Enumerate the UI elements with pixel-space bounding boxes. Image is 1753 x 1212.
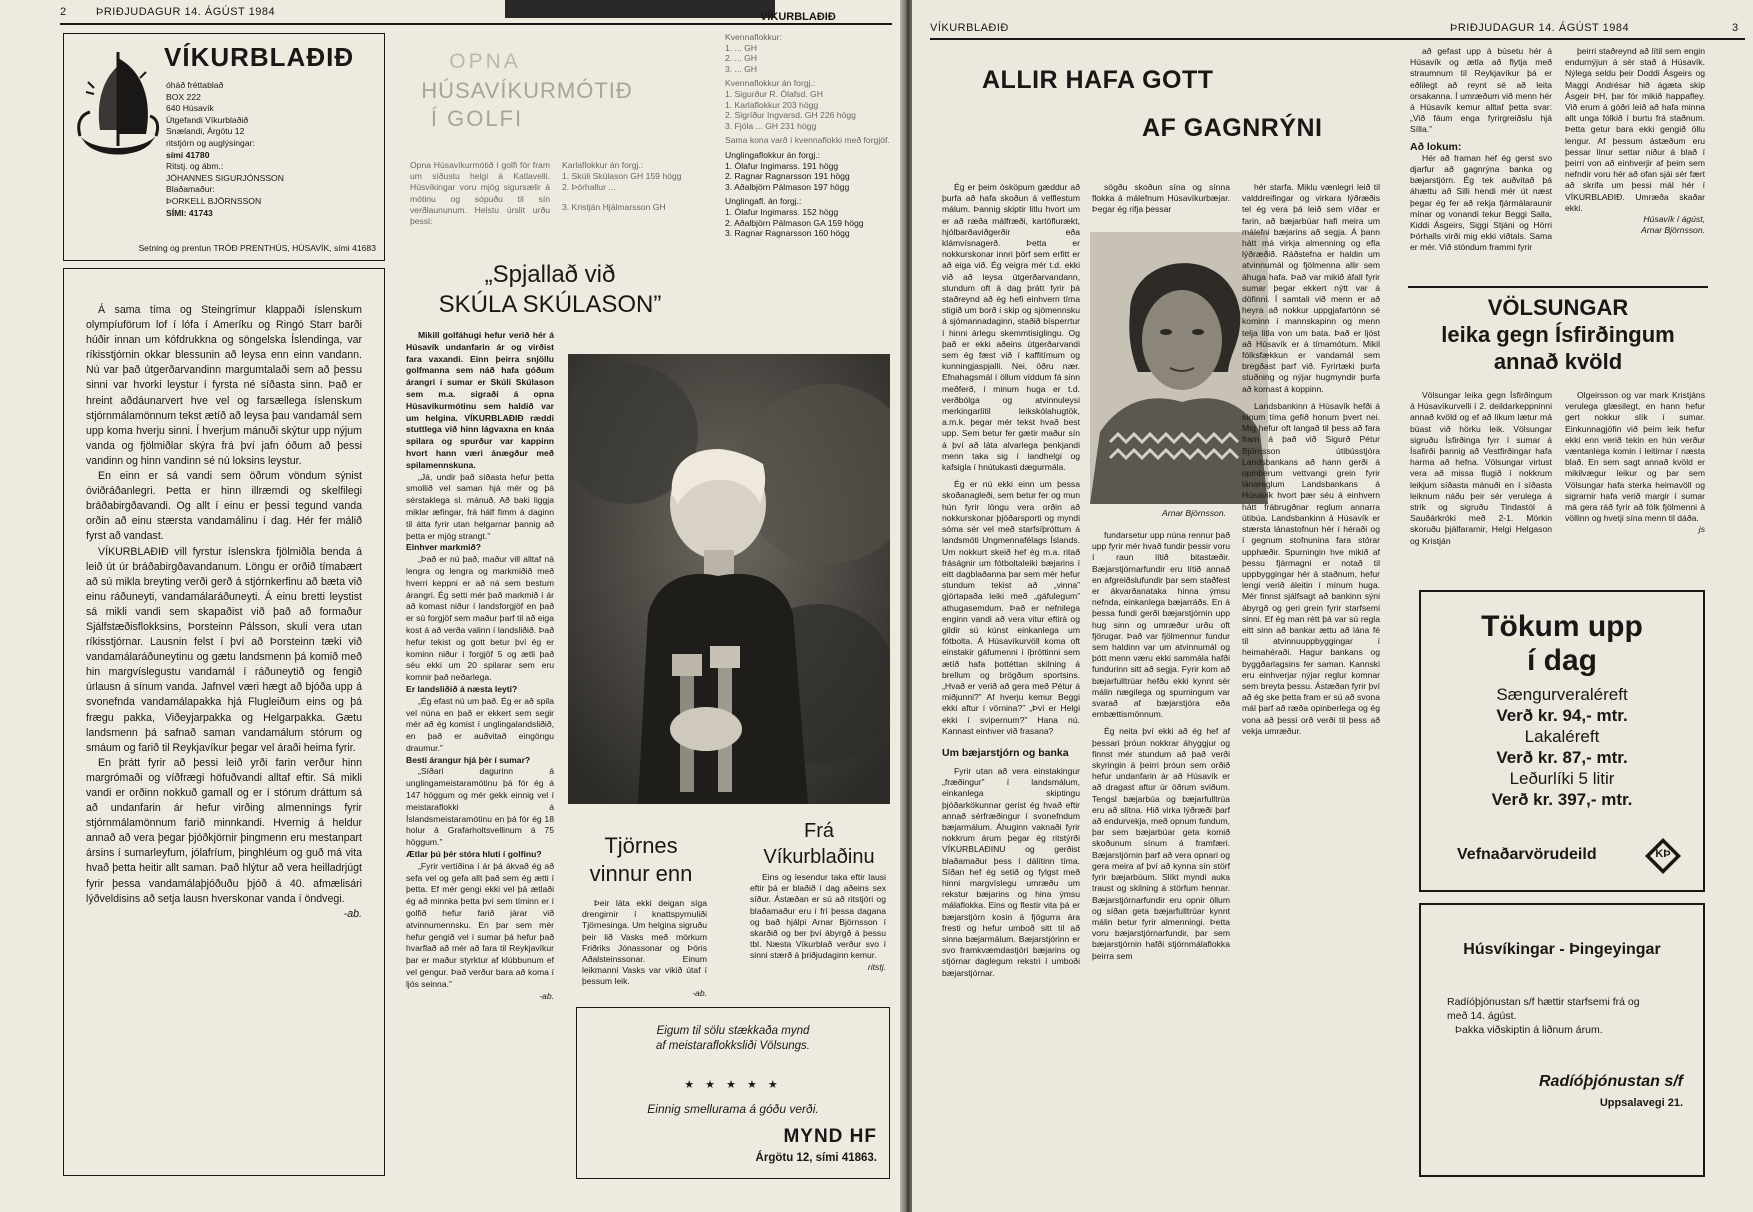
editorial-paragraph: En þrátt fyrir að þessi leið yrði farin verður hinn margrómaði og víðfrægi höfuðvandi alltaf eftir. Sá mikli vandi er orðinn nokkuð gamall og er í stórum dráttum sá að undanfarin ár hefur virðing almennings fyrir stjórnmálamönnum farið minnkandi. Hvernig á heldur annað að vera þegar þjóðkjörnir þingmenn eru mestanpart ársins í sumarleyfum, jólafríum, þinghléum og guð má vita hvað þetta heitir allt saman. Það hlýtur að vera heilladrjúgt fyrir þessa vandamálaþjóðuðu þjóð á 40. afmælisári lýðveldisins að setja lausn hverskonar vanda í öndvegi. — [86, 756, 362, 905]
interview-paragraph: Mikill golfáhugi hefur verið hér á Húsavík undanfarin ár og virðist fara vaxandi. Einn þeirra snjöllu golfmanna sem náð hafa góðum árangri í sumar er Skúli Skúlason sem m.a. sigraði á opna Húsavíkurmótinu sem haldið var um helgina. VÍKURBLAÐIÐ ræddi stuttlega við hinn lágvaxna en knáa spilara og spurður var kappinn hvort hann væri ánægður með spilamennskuna. — [406, 330, 554, 470]
tokum-upp-headline-line: í dag — [1526, 644, 1597, 677]
interview-question: Einhver markmið? — [406, 542, 481, 553]
interview-signature: -ab. — [539, 990, 554, 1001]
result-line: 1. Skúli Skúlason GH 159 högg — [562, 171, 682, 182]
result-line: Unglingaflokkur án forgj.: — [725, 149, 821, 160]
volsungar-paragraph: Olgeirsson og var mark Kristjáns verulega glæsilegt, en hann hefur gert nokkur slík í sumar. Einkunnagjöfin við þeim leik hefur ekki enn verið tekin en hún verður væntanlega komin í leitirnar í næsta blað. En sem sagt annað kvöld er mikilvægur leikur og þar sem Völsungar hafa sterka heimavöll og sigrarnir hafa verið margir í sumar má gera ráð fyrir að fólk fjölmenni á völlinn og hvetji sína menn til dáða. — [1565, 390, 1705, 524]
radio-line: með 14. ágúst. — [1447, 1010, 1517, 1022]
result-line: Unglingafl. án forgj.: — [725, 196, 802, 207]
product-price: Verð kr. 87,- mtr. — [1496, 748, 1628, 767]
masthead-line: SÍMI: 41743 — [166, 207, 213, 218]
result-line: 2. ... GH — [725, 53, 757, 64]
interview-headline-line: SKÚLA SKÚLASON” — [438, 291, 662, 318]
radio-line: Þakka viðskiptin á liðnum árum. — [1455, 1024, 1603, 1036]
volsungar-signature: js — [1698, 524, 1705, 535]
article-paragraph: hér starfa. Miklu vænlegri leið til valddreifingar og virkara lýðræðis tel ég vera þá leið sem víðar er farin, að bæjarbúar hafi meira um málefni bæjarins að segja. Á þann hátt má virkja almenning og efla lýðræðið. Ráðstefna er haldin um atvinnumál og fjölmenna allir sem áhuga hafa. Það var mikið áfall fyrir sumar þegar ekkert nýtt var á döfinni. Í samtali við menn er að heyra að nokkur uppgjafartónn sé kominn í mannskapinn og menn telja litla von um bata. Það er ljóst að Húsavík er á tímamótum. Mikil fólksfækkun er vandamál sem bregðast þarf við. Fyrirtæki þurfa stuðning og nýjar hugmyndir þurfa að komast á koppinn. — [1242, 182, 1380, 394]
masthead-line: Ritstj. og ábm.: — [166, 161, 224, 172]
folio-date: ÞRIÐJUDAGUR 14. ÁGÚST 1984 — [1450, 22, 1630, 34]
interview-headline — [400, 260, 700, 320]
product-name: Leðurlíki 5 litir — [1509, 769, 1615, 788]
fra-vikurbladinu-headline-line: Frá — [804, 820, 834, 842]
interview-question: Er landsliðið á næsta leyti? — [406, 683, 518, 694]
result-line: Karlaflokkur án forgj.: — [562, 160, 644, 170]
result-line: 3. Aðalbjörn Pálmason 197 högg — [725, 181, 850, 192]
masthead-line: BOX 222 — [166, 91, 201, 102]
product-price: Verð kr. 94,- mtr. — [1496, 706, 1628, 725]
top-rule — [60, 23, 892, 25]
article-paragraph: fundarsetur upp núna rennur það upp fyrir mér hvað fundir þessir voru í raun lítið bitastæðir. Bæjarstjórnarfundir eru lítið annað en afgreiðslufundir þar sem staðfest er ákvarðanataka hinna ýmsu nefnda, einkanlega bæjarráðs. En á þessa fundi gerði bæjarstjórnin upp hug sinn og umræður urðu oft fjörugar. Það var fjölmennur fundur sem haldinn var um atvinnumál og þótt menn væru ekki sammála hafði fundurinn sitt að segja. Fyrir kom að bæjarfulltrúar hefðu ekki kynnt sér málin nægilega og spurningum var svarað af bæjarstjóra eða embættismönnum. — [1092, 530, 1230, 720]
interview-question: Besti árangur hjá þér í sumar? — [406, 754, 531, 765]
golfer-photo-image — [568, 354, 890, 804]
masthead-line: JÓHANNES SIGURJÓNSSON — [166, 172, 284, 183]
volsungar-col-b — [1565, 390, 1705, 536]
masthead-details — [166, 80, 376, 219]
article-col-3 — [1242, 182, 1380, 737]
result-line: 2. Aðalbjörn Pálmason GA 159 högg — [725, 217, 864, 228]
tokum-upp-headline — [1421, 610, 1703, 678]
tjornes-headline-line: vinnur enn — [589, 861, 693, 886]
fra-vikurbladinu-headline — [748, 818, 890, 870]
radio-text — [1447, 995, 1687, 1037]
masthead-line: Snælandi, Árgötu 12 — [166, 126, 245, 137]
masthead-line: 640 Húsavík — [166, 103, 214, 114]
masthead-print-info: Setning og prentun TRÓÐ PRENTHÚS, HÚSAVÍK, sími 41683 — [138, 242, 376, 253]
article-paragraph: sögðu skoðun sína og sínna flokka á málefnum Húsavíkurbæjar. Þegar ég rifja þessar — [1092, 182, 1230, 215]
masthead-line: ritstjórn og auglýsingar: — [166, 137, 255, 148]
golf-headline-2: Í GOLFI — [430, 106, 524, 131]
kth-logo-text: KÞ — [1655, 848, 1671, 860]
golf-intro: Opna Húsavíkurmótið í golfi fór fram um síðustu helgi á Katlavelli. Húsvíkingar voru mjög sigursælir á mótinu og sópuðu til sín verðlaununum. Helstu úrslit urðu þessi: — [410, 160, 550, 227]
golf-headline-1: HÚSAVÍKURMÓTIÐ — [421, 78, 633, 103]
overlap-bar — [505, 0, 775, 18]
interview-question: Ætlar þú þér stóra hluti í golfinu? — [406, 849, 542, 860]
article-col-2 — [1092, 182, 1230, 216]
article-subhead: Um bæjarstjórn og banka — [942, 746, 1069, 759]
golfer-photo — [568, 354, 890, 804]
section-rule — [1408, 286, 1708, 288]
result-line: 3. Fjóla ... GH 231 högg — [725, 120, 817, 131]
volsungar-headline-line: VÖLSUNGAR — [1487, 295, 1629, 320]
fra-vikurbladinu-paragraph: Eins og lesendur taka eftir lausi eftir þá er blaðið í dag aðeins sex síður. Ástæðan er sú að ritstjóri og blaðamaður eru í frí þessa dagana og bað hjálpi Arnar Björnsson í skarðið og ber því ábyrgð á þessu tbl. Næsta Víkurblað verður svo í sinni stærð á þriðjudaginn kemur. — [750, 872, 886, 961]
radio-service-ad — [1419, 903, 1705, 1177]
tokum-upp-items — [1421, 684, 1703, 810]
mynd-hf-address: Árgötu 12, sími 41863. — [755, 1152, 877, 1164]
article-col-1 — [942, 182, 1080, 979]
golf-kicker: OPNA — [449, 50, 521, 73]
masthead-title: VÍKURBLAÐIÐ — [164, 42, 355, 72]
result-line: 3. Ragnar Ragnarsson 160 högg — [725, 228, 850, 239]
result-line: Kvennaflokkur án forgj.: — [725, 78, 816, 89]
article-signature: Arnar Björnsson. — [1640, 225, 1705, 236]
article-paragraph: Landsbankinn á Húsavík hefði á sínum tíma gefið honum þvert nei. Mig hefur oft langað til þess að fara fram á það við Sigurð Pétur Björnsson útibússtjóra Landsbankans að hann gerði á opinberum vettvangi grein fyrir lánareglum Landsbankans á Húsavík hvort þær séu á einhvern hátt frábrugðnar reglum annarra útibúa. Landsbankinn á Húsavík er stærsta lánastofnun hér í héraði og í gegnum stofnunina fara stórar upphæðir. Spurningin hve mikið af þessu fjármagni er notað til uppbyggingar hér á staðnum, hefur lengi verið áleitin í mínum huga. Mér finnst sjálfsagt að bankinn sýni ábyrgð og geri grein fyrir starfsemi sinni. Ef ég man rétt þá var sú regla eitt sinn að bankar ættu að lána fé til atvinnuuppbyggingar í heimahéraði. Hagur bankans og byggðarlagsins fer saman. Kannski eru einhverjar nýjar reglur komnar sem breyta þessu. Ástæðan fyrir því að ég ske þetta fram er sú að svona mál þarf að ræða opinberlega og ég vona að þessi orð verði til þess að vekja umræður. — [1242, 400, 1380, 736]
volsungar-col-a — [1410, 390, 1552, 547]
folio-page-number: 3 — [1732, 22, 1739, 34]
radio-headline: Húsvíkingar - Þingeyingar — [1463, 941, 1661, 958]
mynd-hf-ad-text — [577, 1024, 889, 1054]
article-paragraph: þeirri staðreynd að lítil sem engin endurnýjun á sér stað á Húsavík. Nýlega seldu þeir Doddi Ásgeirs og Maggi Andrésar hið ágæta skip Ásgeir ÞH, þar fór mikið happafley. Við erum á góðri leið að hafa minna allt unga fólkið í burtu frá staðnum. Þetta getur bara ekki gengið öllu lengur. Af þessum ástæðum eru þessar línur settar niður á blað í þeirri von að einhverjir af þeim sem nefndir voru hér að ofan sjái sér fært að skrifa um þessi mál hér í VÍKURBLAÐIÐ. Umræða skaðar ekki. — [1565, 46, 1705, 213]
article-col-5 — [1565, 46, 1705, 236]
editorial-text — [86, 303, 362, 922]
viking-ship-logo-icon — [74, 48, 162, 166]
radio-line: Radíóþjónustan s/f hættir starfsemi frá og — [1447, 996, 1640, 1008]
article-subhead: Að lokum: — [1410, 140, 1462, 153]
fra-vikurbladinu-text — [750, 872, 886, 973]
result-line: 2. Þórhallur ... — [562, 182, 616, 193]
masthead-line: Útgefandi Víkurblaðið — [166, 114, 249, 125]
folio-page-number: 2 — [60, 6, 67, 18]
result-line: 2. Ragnar Ragnarsson 191 högg — [725, 171, 850, 182]
radio-brand: Radíóþjónustan s/f — [1539, 1073, 1683, 1090]
interview-text — [406, 330, 554, 1002]
result-line: Sama kona varð í kvennaflokki með forgjöf. — [725, 135, 890, 146]
article-paragraph: Ég er nú ekki einn um þessa skoðanagleði, sem betur fer og mun hún fyrir löngu vera orðin að nokkurskonar þjóðarsporti og myndi sóma sér vel með starfsíþróttum á landsmóti Ungmennafélags Íslands. Um nokkurt skeið hef ég m.a. ritað fráságnir um fótboltaleiki bæjarins í eitt dagblaðanna þar sem mér hefur stundum tekist að „vinna” gjörtapaða leiki með „gáfulegum” athugasemdum. Það er nefnilega enginn vandi að vera vitur eftirá og gildir sú kúnst einkanlega um fótbolta. Á Húsavíkurvöll koma oft einstakir gáfumenni í íþróttinni sem ætíð hafa þottéttan skilning á brellum og brögðum sportsins. „Hvað er verið að gera með Pétur á miðjunni?” Af hverju kemur Beggi ekki aftur í vörnina?” „Því er Helgi ekki í svipernum?” Hana nú. Kannast einhver við frasana? — [942, 479, 1080, 736]
product-price: Verð kr. 397,- mtr. — [1491, 790, 1633, 809]
masthead-line: óháð fréttablað — [166, 80, 224, 90]
result-line: 1. ... GH — [725, 42, 757, 53]
article-paragraph: að gefast upp á búsetu hér á Húsavík og ætla að flytja með straumnum til Reykjavíkur þá er eðlilegt að reynt sé að leita orsakanna. Í umræðum við menn hér á Húsavík kemur alltaf þetta svar: „Við fáum enga fyrirgreiðslu hjá Sílla.” — [1410, 46, 1552, 135]
interview-paragraph: „Fyrir vertíðina í ár þá ákvað ég að sefa vel og gefa allt það sem ég ætti í þetta. Ef mér gengi ekki vel þá ætlaði ég að minnka þetta því sem tíminn er í golfið hefur farið járar við atvinnumennsku. En þar sem mér hefur gengið vel í sumar þá hefur það hvarflað að mér að fara til Reykjavíkur þar er maður styrktur af klúbbunum ef vel gengur. Það verður bara að koma í ljós seinna.” — [406, 860, 554, 989]
mynd-hf-ad — [576, 1007, 890, 1179]
article-signature: Húsavík í ágúst, — [1643, 214, 1705, 225]
tokum-upp-headline-line: Tökum upp — [1481, 610, 1643, 643]
tjornes-text — [582, 898, 707, 999]
folio-date: ÞRIÐJUDAGUR 14. ÁGÚST 1984 — [96, 6, 276, 18]
mynd-hf-stars: ★ ★ ★ ★ ★ — [684, 1079, 782, 1091]
golf-results — [725, 32, 890, 239]
editorial-paragraph: Á sama tíma og Steingrímur klappaði íslenskum olympíuförum lof í lófa í Ameríku og Ringó Starr barði húðir innan um kófdrukkna og söngelska Íslendinga, var ríkisstjórnin okkar blessunin að leysa enn einn vandann. Nú var það útgerðarvandinn margumtalaði sem að þessu sinni var hvorki leystur í fyrsta né síðasta sinn. Það er hreint aðdáunarvert hve vel og farsællega íslenskum stjórnmálamönnum tekst ætíð að leysa þau vandamál sem upp koma hverju sinni. Í hverjum mánuði skýtur upp nýjum vanda og fjölmiðlar skýra frá því jafn óðum að þessi vandinn og hinn vandinn sé nú loksins leystur. — [86, 304, 362, 467]
golf-mid-results — [562, 160, 714, 213]
page-3 — [912, 0, 1753, 1212]
result-line: 2. Sigríður Ingvarsd. GH 226 högg — [725, 110, 856, 121]
result-line: Kvennaflokkur: — [725, 32, 782, 42]
article-paragraph: Hér að framan hef ég gerst svo djarfur að gagnrýna banka og bæjarstjórn. Ég tek auðvitað þá áhættu að Silli hendi mér út næst þegar ég fer að rekja fjármálaraunir mínar og vonandi tekur Beggi Salla, Kiddi Ásgeirs, Siggi Stjáni og Hörri Þórhalls virði mig ekki viðtals. Sama er mér. Við stöndum frammi fyrir — [1410, 152, 1552, 253]
fra-vikurbladinu-headline-line: Víkurblaðinu — [763, 846, 875, 868]
article-paragraph: Ég er þeim ósköpum gæddur að þurfa að hafa skoðun á velflestum málum. Þannig skiptir litlu hvort um er að ræða málfræði, kartöflurækt, hjólbarðaviðgerðir eða klámvísnagerð. Þetta er nokkurskonar innri þörf sem erfitt er að eiga við. Ég veigra mér t.d. ekki við að leysa útgerðarvandann, stundum oft á dag þrátt fyrir þá staðreynd að ég hefi einhvern tíma stigið um borð í skip og sjómennsku á sjómannadaginn, staðið bísperrtur í hinni árlegu skemmtisiglingu. Og það er ekki aðeins útgerðarvandi sem ég fæst við í kaffitímum og kunningjaspjalli. Nei, öðru nær. Efnahagsmál í öllum víddum fá sinn meðferð, í minum huga er t.d. verðbólga og atvinnuleysi merkingarlítil leikskólahugtök, a.m.k. þegar mér tekst hvað best upp. Sem betur fer gætir maður sín á því að láta alvarlega þenkjandi menn taka sig í landhelgi og kafsigla í hnútukasti dægurmála. — [942, 182, 1080, 473]
article-col-4 — [1410, 46, 1552, 254]
kth-logo-icon — [1643, 836, 1683, 876]
result-line: 1. Ólafur Ingimarss. 152 högg — [725, 206, 839, 217]
article-headline-1: ALLIR HAFA GOTT — [982, 66, 1214, 94]
tjornes-signature: -ab. — [692, 987, 707, 998]
volsungar-headline-line: leika gegn Ísfirðingum — [1441, 322, 1675, 347]
product-name: Lakaléreft — [1524, 727, 1600, 746]
result-line: 1. Karlaflokkur 203 högg — [725, 99, 819, 110]
editorial-box — [63, 268, 385, 1176]
tjornes-headline-line: Tjörnes — [604, 833, 678, 858]
top-slug: VÍKURBLAÐIÐ — [760, 11, 836, 23]
editorial-paragraph: En einn er sá vandi sem öðrum vöndum sýnist óviðráðanlegri. Þetta er hinn illræmdi og skelfilegi bráðabirgðavandi. Og allt í einu er þessi tegund vanda orðin að einu stærsta vandamálinu í dag. Hér fer málið fyrst að vandast. — [86, 470, 362, 543]
article-col-2-lower — [1092, 530, 1230, 962]
top-rule — [930, 38, 1745, 40]
editorial-signature: -ab. — [343, 907, 362, 920]
article-paragraph: Fyrir utan að vera einstakingur „fræðingur” í landsmálum, einkanlega skiptingu þjóðarkökunnar gerist ég hvað eftir annað sérfræðingur í svonefndum bæjarmálum. Áhuginn vaknaði fyrir nokkrum árum þegar ég ritstýrði VÍKURBLAÐINU og gerðist blaðamaður þess í dálítinn tíma. Síðan hef ég setið og fylgst með hinni margvíslegu umræðu um rekstur bæjarins og hina ýmsu málaflokka. Eins og flestir vita þá er bæjarstjórn kosin á fjögurra ára fresti og hefur umboð sitt til að sinna bæjarmálum. Bæjarstjórinn er svo framkvæmdastjóri bæjarins og stjórnar daglegum rekstri í umboði bæjarstjórnar. — [942, 765, 1080, 978]
mynd-hf-line3: Einnig smellurama á góðu verði. — [647, 1102, 819, 1116]
interview-headline-line: „Spjallað við — [484, 261, 616, 288]
result-line: 1. Ólafur Ingimarss. 191 högg — [725, 160, 839, 171]
interview-paragraph: „Það er nú það, maður vill alltaf ná lengra og lengra og markmiðið með hverri keppni er að ná sem bestum árangri. Ég setti mér það markmið í ár að komast niður í landsforgjöf en það er sú forgjöf sem maður þarf til að eiga kost á að verða valinn í landsliðið. Það hefur tekist og gott betur því ég er kominn niður í forgjöf 5 og ætli það séu ekki um 20 spilarar sem eru komnir það neðarlega. — [406, 554, 554, 683]
masthead-line: sími 41780 — [166, 149, 210, 160]
result-line: 1. Sigurður R. Ólafsd. GH — [725, 88, 823, 99]
masthead-line: ÞORKELL BJÖRNSSON — [166, 195, 262, 206]
interview-paragraph: „Ég efast nú um það. Ég er að spila vel núna en það er ekkert sem segir mér að ég komist í unglingalandsliðið, en það er auðvitað eingöngu draumur.” — [406, 695, 554, 753]
interview-paragraph: „Síðari dagurinn á unglingameistaramótinu þá fór ég á 147 höggum og mér gekk einnig vel í meistaraflokki á Íslandsmeistaramótinu en þá fór ég 18 holur á Grafarholtsvellinum á 75 höggum.” — [406, 766, 554, 848]
tjornes-paragraph: Þeir láta ekki deigan síga drengirnir í knattspyrnuliði Tjörnesinga. Um helgina sigruðu þeir lið Vasks með mörkum Friðriks Jónassonar og Þóris Aðalsteinssonar. Einum leikmanni Vasks var vikið útaf í þessum leik. — [582, 898, 707, 987]
radio-address: Uppsalavegi 21. — [1599, 1097, 1683, 1109]
fra-vikurbladinu-signature: ritstj. — [867, 961, 886, 972]
author-photo-caption: Arnar Björnsson. — [1162, 508, 1227, 518]
editorial-paragraph: VÍKURBLAÐIÐ vill fyrstur íslenskra fjölmiðla benda á leið út úr bráðabirgðavandanum. Löngu er orðið tímabært að sú mikla breyting verði gerð á stjórnkerfinu að bæta við einu ráðuneyti, vandamálaráðuneyti. Á einu bretti leystist sá mikli vandi sem skapaðist við það að formaður Sjálfstæðisflokksins, Þorsteinn Pálsson, skuli vera utan ríkisstjórnar. Lausnin felst í því að Þorsteinn tæki við vandamálaráðuneytinu og gætu landsmenn þá komið með hin margvíslegustu vandamál í ráðuneytið og fengið úrlausn á sínum vanda. Jafnvel væri hægt að bjóða upp á svonefnda vandamálapakka hjá Flugleiðum eins og þá frægu pakka, Viðeyjarpakka og Helgarpakka. Gætu landsmenn þá safnað saman vandamálum stórum og smáum og farið til Reykjavíkur þegar vel áraði heima fyrir. — [86, 545, 362, 754]
folio-slug: VÍKURBLAÐIÐ — [930, 22, 1009, 34]
masthead-line: Blaðamaður: — [166, 184, 215, 195]
interview-paragraph: „Já, undir það síðasta hefur þetta smollið vel saman hjá mér og þá sérstaklega sl. mánuð. Að baki liggja miklar æfingar, frá hálf fimm á daginn til átta fyrir utan helgarnar þannig að þetta er mjög strangt.” — [406, 471, 554, 541]
result-line: 3. Kristján Hjálmarsson GH — [562, 201, 666, 212]
volsungar-paragraph: Völsungar leika gegn Ísfirðingum á Húsavíkurvelli í 2. deildarkeppninni annað kvöld og ef að líkum lætur má búast við hörku leik. Völsungar sigruðu Ísfirðinga fyrr í sumar á Ísafirði þannig að Vestfirðingar hafa harma að hefna. Völsungar virtust vera að missa flugið í nokkrum leikjum síðasta mánuði en í síðasta leiknum náðu þeir sér verulega á strik og sigruðu Tindastól á Sauðárkróki með 2-1. Mörkin skoruðu þjálfararnir, Helgi Helgason og Kristján — [1410, 390, 1552, 546]
tokum-upp-shop: Vefnaðarvörudeild — [1457, 846, 1597, 863]
result-line: 3. ... GH — [725, 63, 757, 74]
tjornes-headline — [578, 832, 704, 888]
mynd-hf-brand: MYND HF — [783, 1126, 877, 1147]
volsungar-headline — [1408, 294, 1708, 375]
product-name: Sængurveraléreft — [1496, 685, 1628, 704]
volsungar-headline-line: annað kvöld — [1493, 349, 1623, 374]
article-paragraph: Ég neita því ekki að ég hef af þessari þróun nokkrar áhyggjur og finnst mér stundum að það verði skyringin á þeirri þróun sem orðið hefur undanfarin ár að Húsavík er að dragast aftur úr öðrum sviðum. Tengsl bæjarbúa og bæjarfulltrúa eru að slitna. Hið virka lýðræði þarf að endurvekja, með opnum fundum, þar sem bæjarbúar geta komið skoðunum sínum á framfæri. Bæjarstjórnin þarf að vera opnari og gera meira af því að kynna sín störf fyrir bæjarbúum. Slíkt myndi auka traust og skilning á störfum hennar. Bæjarstjórnarfundir eru opnir öllum og síðan geta bæjarfulltrúar kynnt málin betur fyrir almenningi. Þetta voru bæjarstjórnarfundir, þar sem bæjarstjórnin hafði stjórnmálaflokka þeirra sem — [1092, 726, 1230, 961]
mynd-hf-line: af meistaraflokksliði Völsungs. — [655, 1040, 811, 1052]
mynd-hf-line: Eigum til sölu stækkaða mynd — [656, 1025, 810, 1037]
tokum-upp-ad — [1419, 590, 1705, 892]
masthead-box — [63, 33, 385, 261]
article-headline-2: AF GAGNRÝNI — [1142, 114, 1323, 142]
